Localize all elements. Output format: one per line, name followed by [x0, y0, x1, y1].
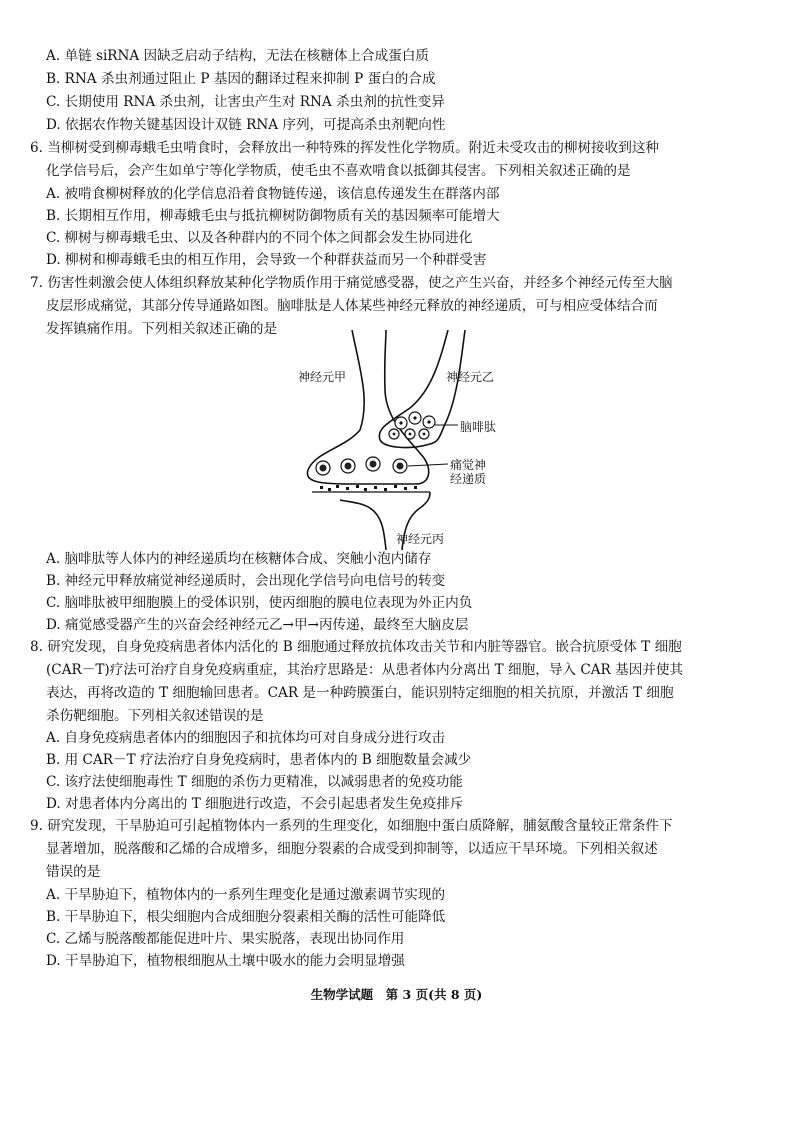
pain-transmitter-fill — [320, 461, 404, 472]
q5-option-c: C. 长期使用 RNA 杀虫剂，让害虫产生对 RNA 杀虫剂的抗性变异 — [46, 94, 445, 110]
q8-option-c: C. 该疗法使细胞毒性 T 细胞的杀伤力更精准，以减弱患者的免疫功能 — [46, 774, 463, 790]
q6-option-d: D. 柳树和柳毒蛾毛虫的相互作用，会导致一个种群获益而另一个种群受害 — [46, 252, 487, 268]
enkephalin-label: 脑啡肽 — [460, 420, 497, 434]
q8-stem-line-2: (CAR－T)疗法可治疗自身免疫病重症，其治疗思路是：从患者体内分离出 T 细胞，导入 CAR 基因并使其 — [46, 662, 684, 678]
enkephalin-vesicles — [389, 412, 435, 439]
q5-option-b: B. RNA 杀虫剂通过阻止 P 基因的翻译过程来抑制 P 蛋白的合成 — [46, 71, 436, 87]
synapse-diagram — [290, 330, 530, 550]
q6-option-b: B. 长期相互作用，柳毒蛾毛虫与抵抗柳树防御物质有关的基因频率可能增大 — [46, 208, 500, 224]
neuron-a-label: 神经元甲 — [298, 370, 347, 384]
q5-option-a: A. 单链 siRNA 因缺乏启动子结构，无法在核糖体上合成蛋白质 — [46, 48, 430, 64]
q9-stem-line-3: 错误的是 — [46, 864, 101, 880]
q8-option-d: D. 对患者体内分离出的 T 细胞进行改造，不会引起患者发生免疫排斥 — [46, 796, 464, 812]
neuron-b-label: 神经元乙 — [446, 370, 495, 384]
synaptic-cleft-molecules — [320, 485, 417, 491]
q9-stem-line-2: 显著增加，脱落酸和乙烯的合成增多，细胞分裂素的合成受到抑制等，以适应干旱环境。下列相关叙述 — [46, 841, 658, 857]
q7-option-b: B. 神经元甲释放痛觉神经递质时，会出现化学信号向电信号的转变 — [46, 573, 446, 589]
pain-transmitter-vesicles — [316, 457, 407, 475]
q7-stem-line-3: 发挥镇痛作用。下列相关叙述正确的是 — [46, 321, 278, 337]
q6-stem-line-1: 6. 当柳树受到柳毒蛾毛虫啃食时，会释放出一种特殊的挥发性化学物质。附近未受攻击的柳树接收到这种 — [30, 140, 660, 156]
neuron-c-label: 神经元丙 — [396, 532, 445, 546]
q7-stem-line-1: 7. 伤害性刺激会使人体组织释放某种化学物质作用于痛觉感受器，使之产生兴奋，并经多个神经元传至大脑 — [30, 275, 673, 291]
q7-option-c: C. 脑啡肽被甲细胞膜上的受体识别，使丙细胞的膜电位表现为外正内负 — [46, 595, 473, 611]
q9-option-d: D. 干旱胁迫下，植物根细胞从土壤中吸水的能力会明显增强 — [46, 953, 405, 969]
q9-option-b: B. 干旱胁迫下，根尖细胞内合成细胞分裂素相关酶的活性可能降低 — [46, 909, 446, 925]
q5-option-d: D. 依据农作物关键基因设计双链 RNA 序列，可提高杀虫剂靶向性 — [46, 117, 446, 133]
q7-stem-line-2: 皮层形成痛觉，其部分传导通路如图。脑啡肽是人体某些神经元释放的神经递质，可与相应受体结合而 — [46, 298, 658, 314]
q6-option-a: A. 被啃食柳树释放的化学信息沿着食物链传递，该信息传递发生在群落内部 — [46, 186, 500, 202]
q8-option-a: A. 自身免疫病患者体内的细胞因子和抗体均可对自身成分进行攻击 — [46, 730, 446, 746]
pain-transmitter-label-1: 痛觉神 — [450, 458, 487, 472]
q9-option-c: C. 乙烯与脱落酸都能促进叶片、果实脱落，表现出协同作用 — [46, 931, 405, 947]
q6-stem-line-2: 化学信号后，会产生如单宁等化学物质，使毛虫不喜欢啃食以抵御其侵害。下列相关叙述正确的是 — [46, 163, 631, 179]
pain-transmitter-label-2: 经递质 — [450, 472, 487, 486]
q8-option-b: B. 用 CAR－T 疗法治疗自身免疫病时，患者体内的 B 细胞数量会减少 — [46, 752, 472, 768]
q8-stem-line-4: 杀伤靶细胞。下列相关叙述错误的是 — [46, 708, 264, 724]
q6-option-c: C. 柳树与柳毒蛾毛虫、以及各种群内的不同个体之间都会发生协同进化 — [46, 230, 473, 246]
q9-stem-line-1: 9. 研究发现，干旱胁迫可引起植物体内一系列的生理变化，如细胞中蛋白质降解，脯氨酸含量较正常条件下 — [30, 818, 673, 834]
page-footer: 生物学试题 第 3 页(共 8 页) — [310, 987, 483, 1002]
q7-option-a: A. 脑啡肽等人体内的神经递质均在核糖体合成、突触小泡内储存 — [46, 551, 432, 567]
q8-stem-line-1: 8. 研究发现，自身免疫病患者体内活化的 B 细胞通过释放抗体攻击关节和内脏等器官。嵌合抗原受体 T 细胞 — [30, 639, 682, 655]
q7-option-d: D. 痛觉感受器产生的兴奋会经神经元乙→甲→丙传递，最终至大脑皮层 — [46, 617, 469, 633]
q8-stem-line-3: 表达，再将改造的 T 细胞输回患者。CAR 是一种跨膜蛋白，能识别特定细胞的相关抗原，并激活 T 细胞 — [46, 685, 674, 701]
q9-option-a: A. 干旱胁迫下，植物体内的一系列生理变化是通过激素调节实现的 — [46, 887, 446, 903]
